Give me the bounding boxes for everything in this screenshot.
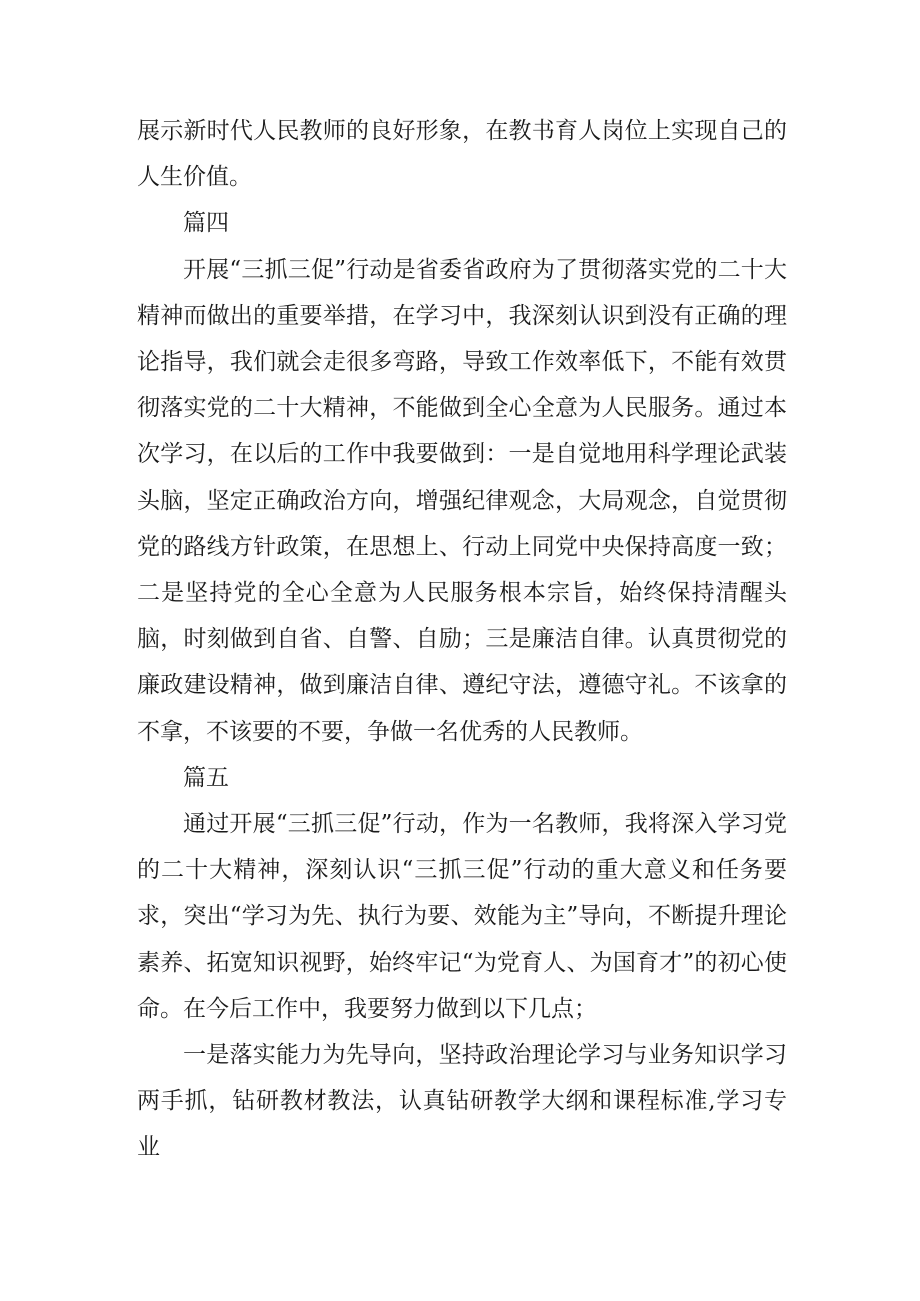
paragraph-continuation: 展示新时代人民教师的良好形象，在教书育人岗位上实现自己的人生价值。 <box>137 118 787 191</box>
paragraph-part-five-intro: 通过开展“三抓三促”行动，作为一名教师，我将深入学习党的二十大精神，深刻认识“三抓三促”行动的重大意义和任务要求，突出“学习为先、执行为要、效能为主”导向，不断提升理论素养、拓宽知识视野，始终牢记“为党育人、为国育才”的初心使命。在今后工作中，我要努力做到以下几点； <box>137 811 787 1022</box>
section-heading-part-five: 篇五 <box>183 764 229 791</box>
section-heading-part-four: 篇四 <box>183 210 229 237</box>
paragraph-part-five-point-one: 一是落实能力为先导向，坚持政治理论学习与业务知识学习两手抓，钻研教材教法，认真钻研教学大纲和课程标准,学习专业 <box>137 1042 787 1161</box>
paragraph-part-four-body: 开展“三抓三促”行动是省委省政府为了贯彻落实党的二十大精神而做出的重要举措，在学习中，我深刻认识到没有正确的理论指导，我们就会走很多弯路，导致工作效率低下，不能有效贯彻落实党的二十大精神，不能做到全心全意为人民服务。通过本次学习，在以后的工作中我要做到：一是自觉地用科学理论武装头脑，坚定正确政治方向，增强纪律观念，大局观念，自觉贯彻党的路线方针政策，在思想上、行动上同党中央保持高度一致；二是坚持党的全心全意为人民服务根本宗旨，始终保持清醒头脑，时刻做到自省、自警、自励；三是廉洁自律。认真贯彻党的廉政建设精神，做到廉洁自律、遵纪守法，遵德守礼。不该拿的不拿，不该要的不要，争做一名优秀的人民教师。 <box>137 256 787 745</box>
document-body <box>137 108 787 1171</box>
